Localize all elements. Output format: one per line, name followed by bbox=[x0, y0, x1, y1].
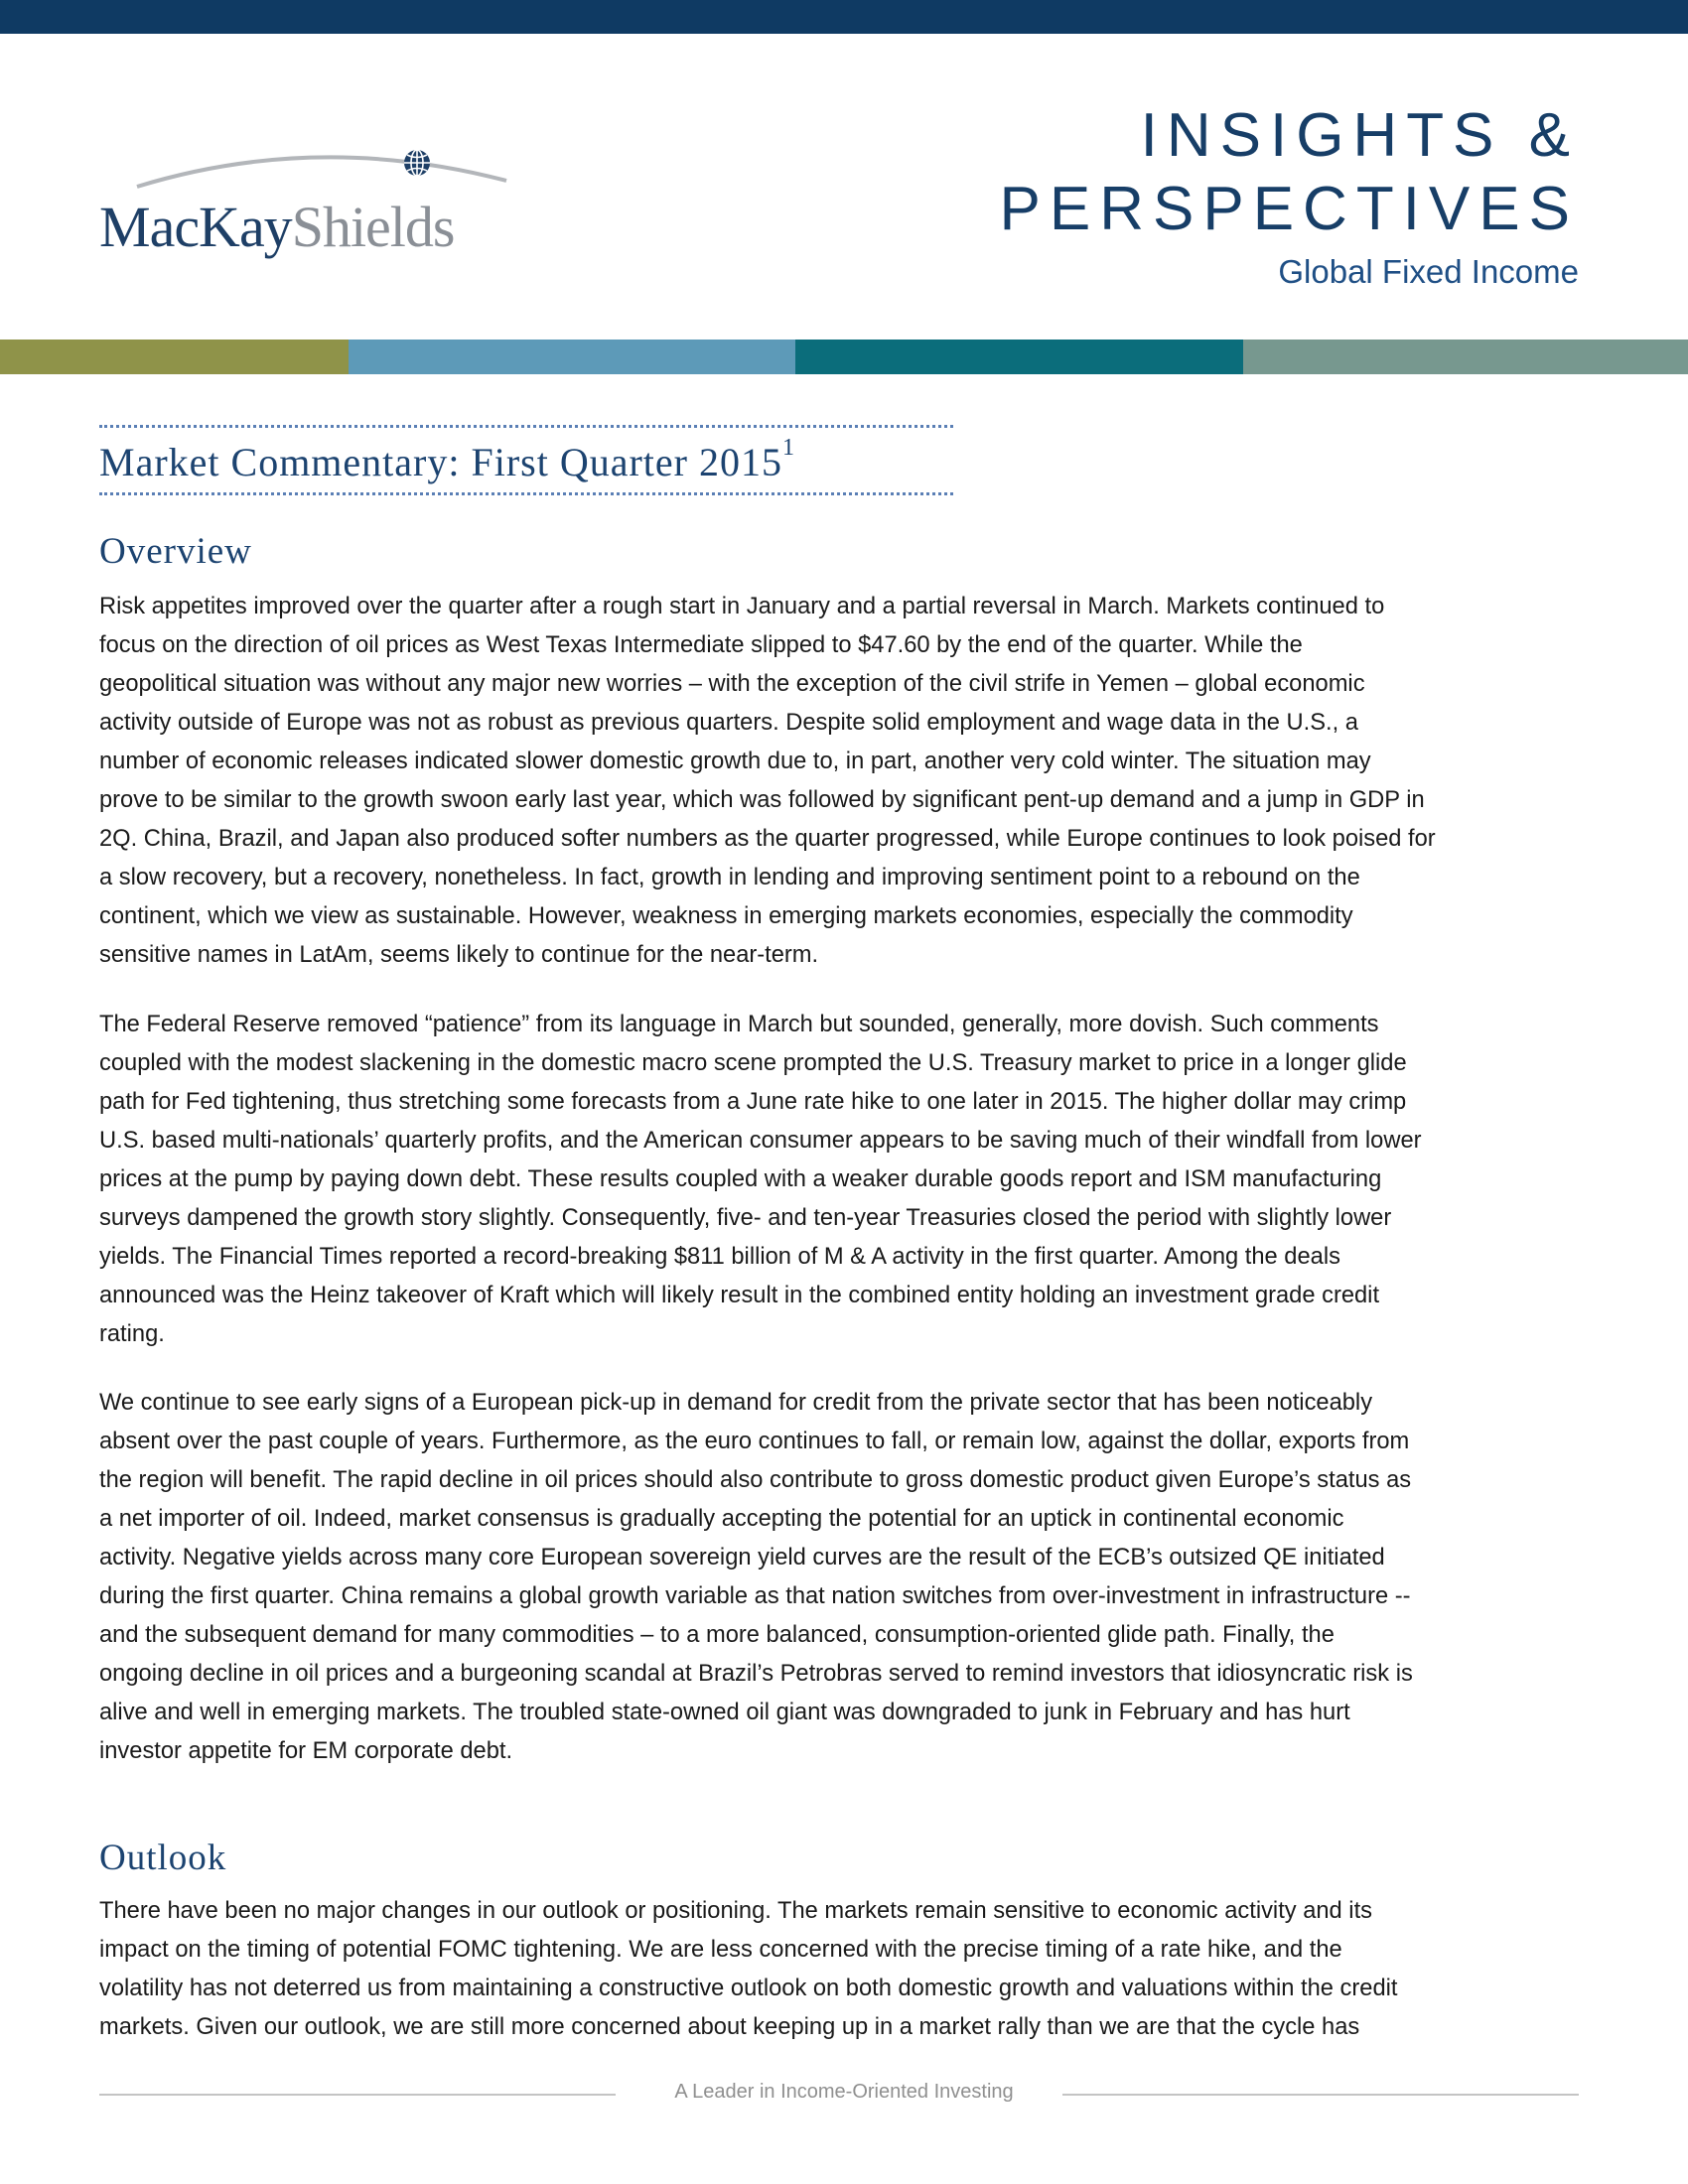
paragraph-line: prices at the pump by paying down debt. These results coupled with a weaker durable goods report and ISM manufacturing bbox=[99, 1166, 1382, 1192]
paragraph-line: rating. bbox=[99, 1321, 165, 1347]
paragraph-line: the region will benefit. The rapid decline in oil prices should also contribute to gross domestic product given Europe’s status as bbox=[99, 1467, 1412, 1493]
paragraph-line: geopolitical situation was without any major new worries – with the exception of the civil strife in Yemen – global economic bbox=[99, 671, 1365, 697]
paragraph-line: activity outside of Europe was not as robust as previous quarters. Despite solid employment and wage data in the U.S., a bbox=[99, 710, 1358, 736]
top-accent-bar bbox=[0, 0, 1688, 34]
stripe-light-blue bbox=[349, 340, 795, 374]
paragraph-line: impact on the timing of potential FOMC tightening. We are less concerned with the precise timing of a rate hike, and the bbox=[99, 1937, 1342, 1963]
footer-tagline-text: A Leader in Income-Oriented Investing bbox=[664, 2081, 1023, 2103]
paragraph-line: investor appetite for EM corporate debt. bbox=[99, 1738, 513, 1764]
paragraph-line: markets. Given our outlook, we are still more concerned about keeping up in a market rally than we are that the cycle has bbox=[99, 2014, 1360, 2040]
stripe-sage bbox=[1243, 340, 1688, 374]
paragraph-line: activity. Negative yields across many core European sovereign yield curves are the result of the ECB’s outsized QE initiated bbox=[99, 1545, 1385, 1570]
overview-paragraph-2 bbox=[99, 1006, 1589, 1354]
paragraph-line: ongoing decline in oil prices and a burgeoning scandal at Brazil’s Petrobras served to remind investors that idiosyncratic risk is bbox=[99, 1661, 1413, 1687]
title-footnote-marker: 1 bbox=[781, 435, 795, 461]
overview-paragraph-3 bbox=[99, 1384, 1589, 1771]
logo-wordmark-shields: Shields bbox=[291, 195, 455, 259]
paragraph-line: a slow recovery, but a recovery, nonetheless. In fact, growth in lending and improving sentiment point to a rebound on the bbox=[99, 865, 1360, 890]
stripe-olive bbox=[0, 340, 349, 374]
publication-title-line1: INSIGHTS & bbox=[1140, 101, 1579, 170]
outlook-paragraph bbox=[99, 1892, 1589, 2047]
paragraph-line: surveys dampened the growth story slightly. Consequently, five- and ten-year Treasuries closed the period with slightly lower bbox=[99, 1205, 1392, 1231]
paragraph-line: U.S. based multi-nationals’ quarterly profits, and the American consumer appears to be saving much of their windfall from lower bbox=[99, 1128, 1422, 1154]
title-divider-top bbox=[99, 425, 953, 428]
paragraph-line: focus on the direction of oil prices as West Texas Intermediate slipped to $47.60 by the end of the quarter. While the bbox=[99, 632, 1303, 658]
company-logo bbox=[99, 139, 566, 258]
stripe-teal bbox=[795, 340, 1243, 374]
overview-heading: Overview bbox=[99, 531, 252, 572]
logo-wordmark-mackay: MacKay bbox=[99, 195, 292, 259]
paragraph-line: during the first quarter. China remains a global growth variable as that nation switches from over-investment in infrastructure -- bbox=[99, 1583, 1411, 1609]
document-title bbox=[99, 435, 795, 485]
document-title-text: Market Commentary: First Quarter 2015 bbox=[99, 440, 782, 484]
paragraph-line: number of economic releases indicated slower domestic growth due to, in part, another very cold winter. The situation may bbox=[99, 749, 1371, 774]
publication-title-line2: PERSPECTIVES bbox=[999, 175, 1579, 243]
paragraph-line: announced was the Heinz takeover of Kraft which will likely result in the combined entity holding an investment grade credit bbox=[99, 1283, 1380, 1308]
publication-title-block bbox=[1000, 99, 1579, 292]
paragraph-line: yields. The Financial Times reported a record-breaking $811 billion of M & A activity in the first quarter. Among the deals bbox=[99, 1244, 1340, 1270]
paragraph-line: coupled with the modest slackening in the domestic macro scene prompted the U.S. Treasury market to price in a longer glide bbox=[99, 1050, 1407, 1076]
paragraph-line: prove to be similar to the growth swoon early last year, which was followed by significant pent-up demand and a jump in GDP in bbox=[99, 787, 1425, 813]
paragraph-line: 2Q. China, Brazil, and Japan also produced softer numbers as the quarter progressed, while Europe continues to look poised for bbox=[99, 826, 1436, 852]
paragraph-line: volatility has not deterred us from maintaining a constructive outlook on both domestic growth and valuations within the credit bbox=[99, 1976, 1398, 2001]
paragraph-line: Risk appetites improved over the quarter after a rough start in January and a partial reversal in March. Markets continued to bbox=[99, 594, 1385, 619]
paragraph-line: and the subsequent demand for many commodities – to a more balanced, consumption-oriented glide path. Finally, the bbox=[99, 1622, 1335, 1648]
paragraph-line: continent, which we view as sustainable. However, weakness in emerging markets economies, especially the commodity bbox=[99, 903, 1353, 929]
paragraph-line: There have been no major changes in our outlook or positioning. The markets remain sensitive to economic activity and its bbox=[99, 1898, 1372, 1924]
paragraph-line: a net importer of oil. Indeed, market consensus is gradually accepting the potential for an uptick in continental economic bbox=[99, 1506, 1344, 1532]
paragraph-line: The Federal Reserve removed “patience” from its language in March but sounded, generally, more dovish. Such comments bbox=[99, 1012, 1379, 1037]
title-divider-bottom bbox=[99, 492, 953, 495]
paragraph-line: sensitive names in LatAm, seems likely to continue for the near-term. bbox=[99, 942, 819, 968]
color-stripe-band bbox=[0, 340, 1688, 374]
footer-tagline bbox=[0, 2081, 1688, 2104]
paragraph-line: path for Fed tightening, thus stretching some forecasts from a June rate hike to one later in 2015. The higher dollar may crimp bbox=[99, 1089, 1407, 1115]
paragraph-line: absent over the past couple of years. Furthermore, as the euro continues to fall, or remain low, against the dollar, exports from bbox=[99, 1429, 1410, 1454]
paragraph-line: alive and well in emerging markets. The troubled state-owned oil giant was downgraded to junk in February and has hurt bbox=[99, 1700, 1350, 1725]
overview-paragraph-1 bbox=[99, 588, 1589, 975]
paragraph-line: We continue to see early signs of a European pick-up in demand for credit from the private sector that has been noticeably bbox=[99, 1390, 1373, 1416]
outlook-heading: Outlook bbox=[99, 1838, 227, 1878]
publication-subtitle: Global Fixed Income bbox=[1278, 253, 1579, 290]
logo-wordmark bbox=[99, 195, 455, 259]
